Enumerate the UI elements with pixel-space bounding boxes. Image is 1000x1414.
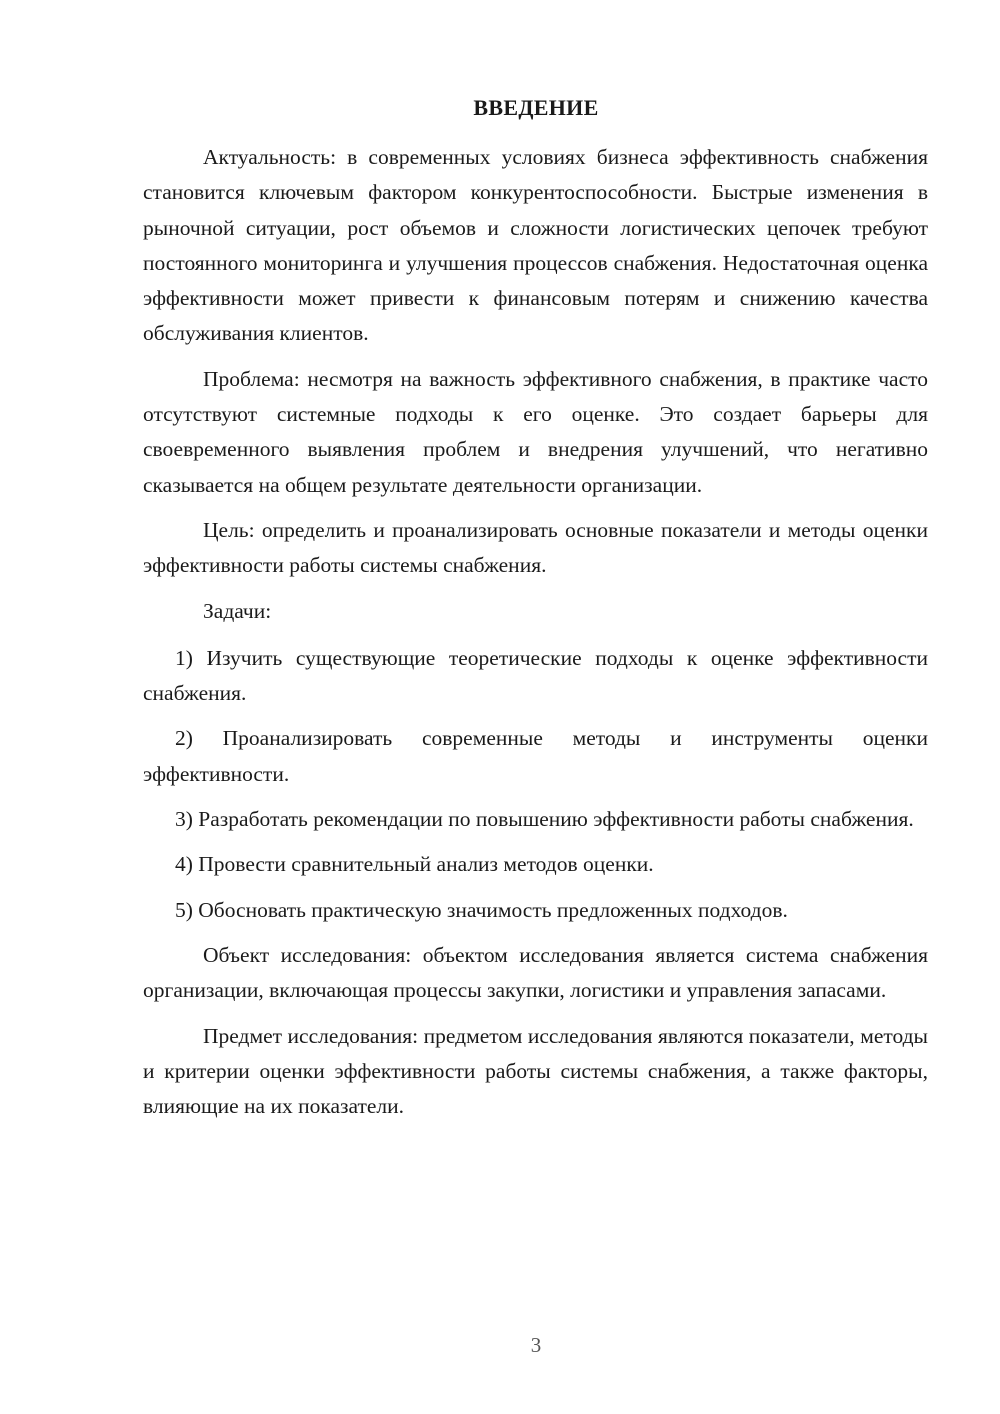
- paragraph-problem: Проблема: несмотря на важность эффективного снабжения, в практике часто отсутствуют системные подходы к его оценке. Это создает барьеры для своевременного выявления проблем и внедрения улучшений, что негативно сказывается на общем результате деятельности организации.: [143, 366, 928, 497]
- task-item: 5) Обосновать практическую значимость предложенных подходов.: [175, 897, 788, 922]
- page-number: 3: [530, 1333, 542, 1357]
- paragraph-goal: Цель: определить и проанализировать основные показатели и методы оценки эффективности работы системы снабжения.: [143, 517, 928, 578]
- tasks-label: Задачи:: [203, 598, 272, 623]
- paragraph-relevance: Актуальность: в современных условиях бизнеса эффективность снабжения становится ключевым фактором конкурентоспособности. Быстрые изменения в рыночной ситуации, рост объемов и сложности логистических цепочек требуют постоянного мониторинга и улучшения процессов снабжения. Недостаточная оценка эффективности может привести к финансовым потерям и снижению качества обслуживания клиентов.: [143, 145, 928, 346]
- task-item: 1) Изучить существующие теоретические подходы к оценке эффективности снабжения.: [143, 645, 928, 706]
- paragraph-object: Объект исследования: объектом исследования является система снабжения организации, включающая процессы закупки, логистики и управления запасами.: [143, 942, 928, 1003]
- document-page: [143, 92, 928, 1134]
- task-item: 4) Провести сравнительный анализ методов оценки.: [175, 852, 654, 877]
- task-item: 2) Проанализировать современные методы и инструменты оценки эффективности.: [143, 726, 928, 786]
- paragraph-subject: Предмет исследования: предметом исследования являются показатели, методы и критерии оценки эффективности работы системы снабжения, а также факторы, влияющие на их показатели.: [143, 1023, 928, 1119]
- task-item: 3) Разработать рекомендации по повышению эффективности работы снабжения.: [175, 807, 914, 832]
- page-title: ВВЕДЕНИЕ: [473, 95, 599, 120]
